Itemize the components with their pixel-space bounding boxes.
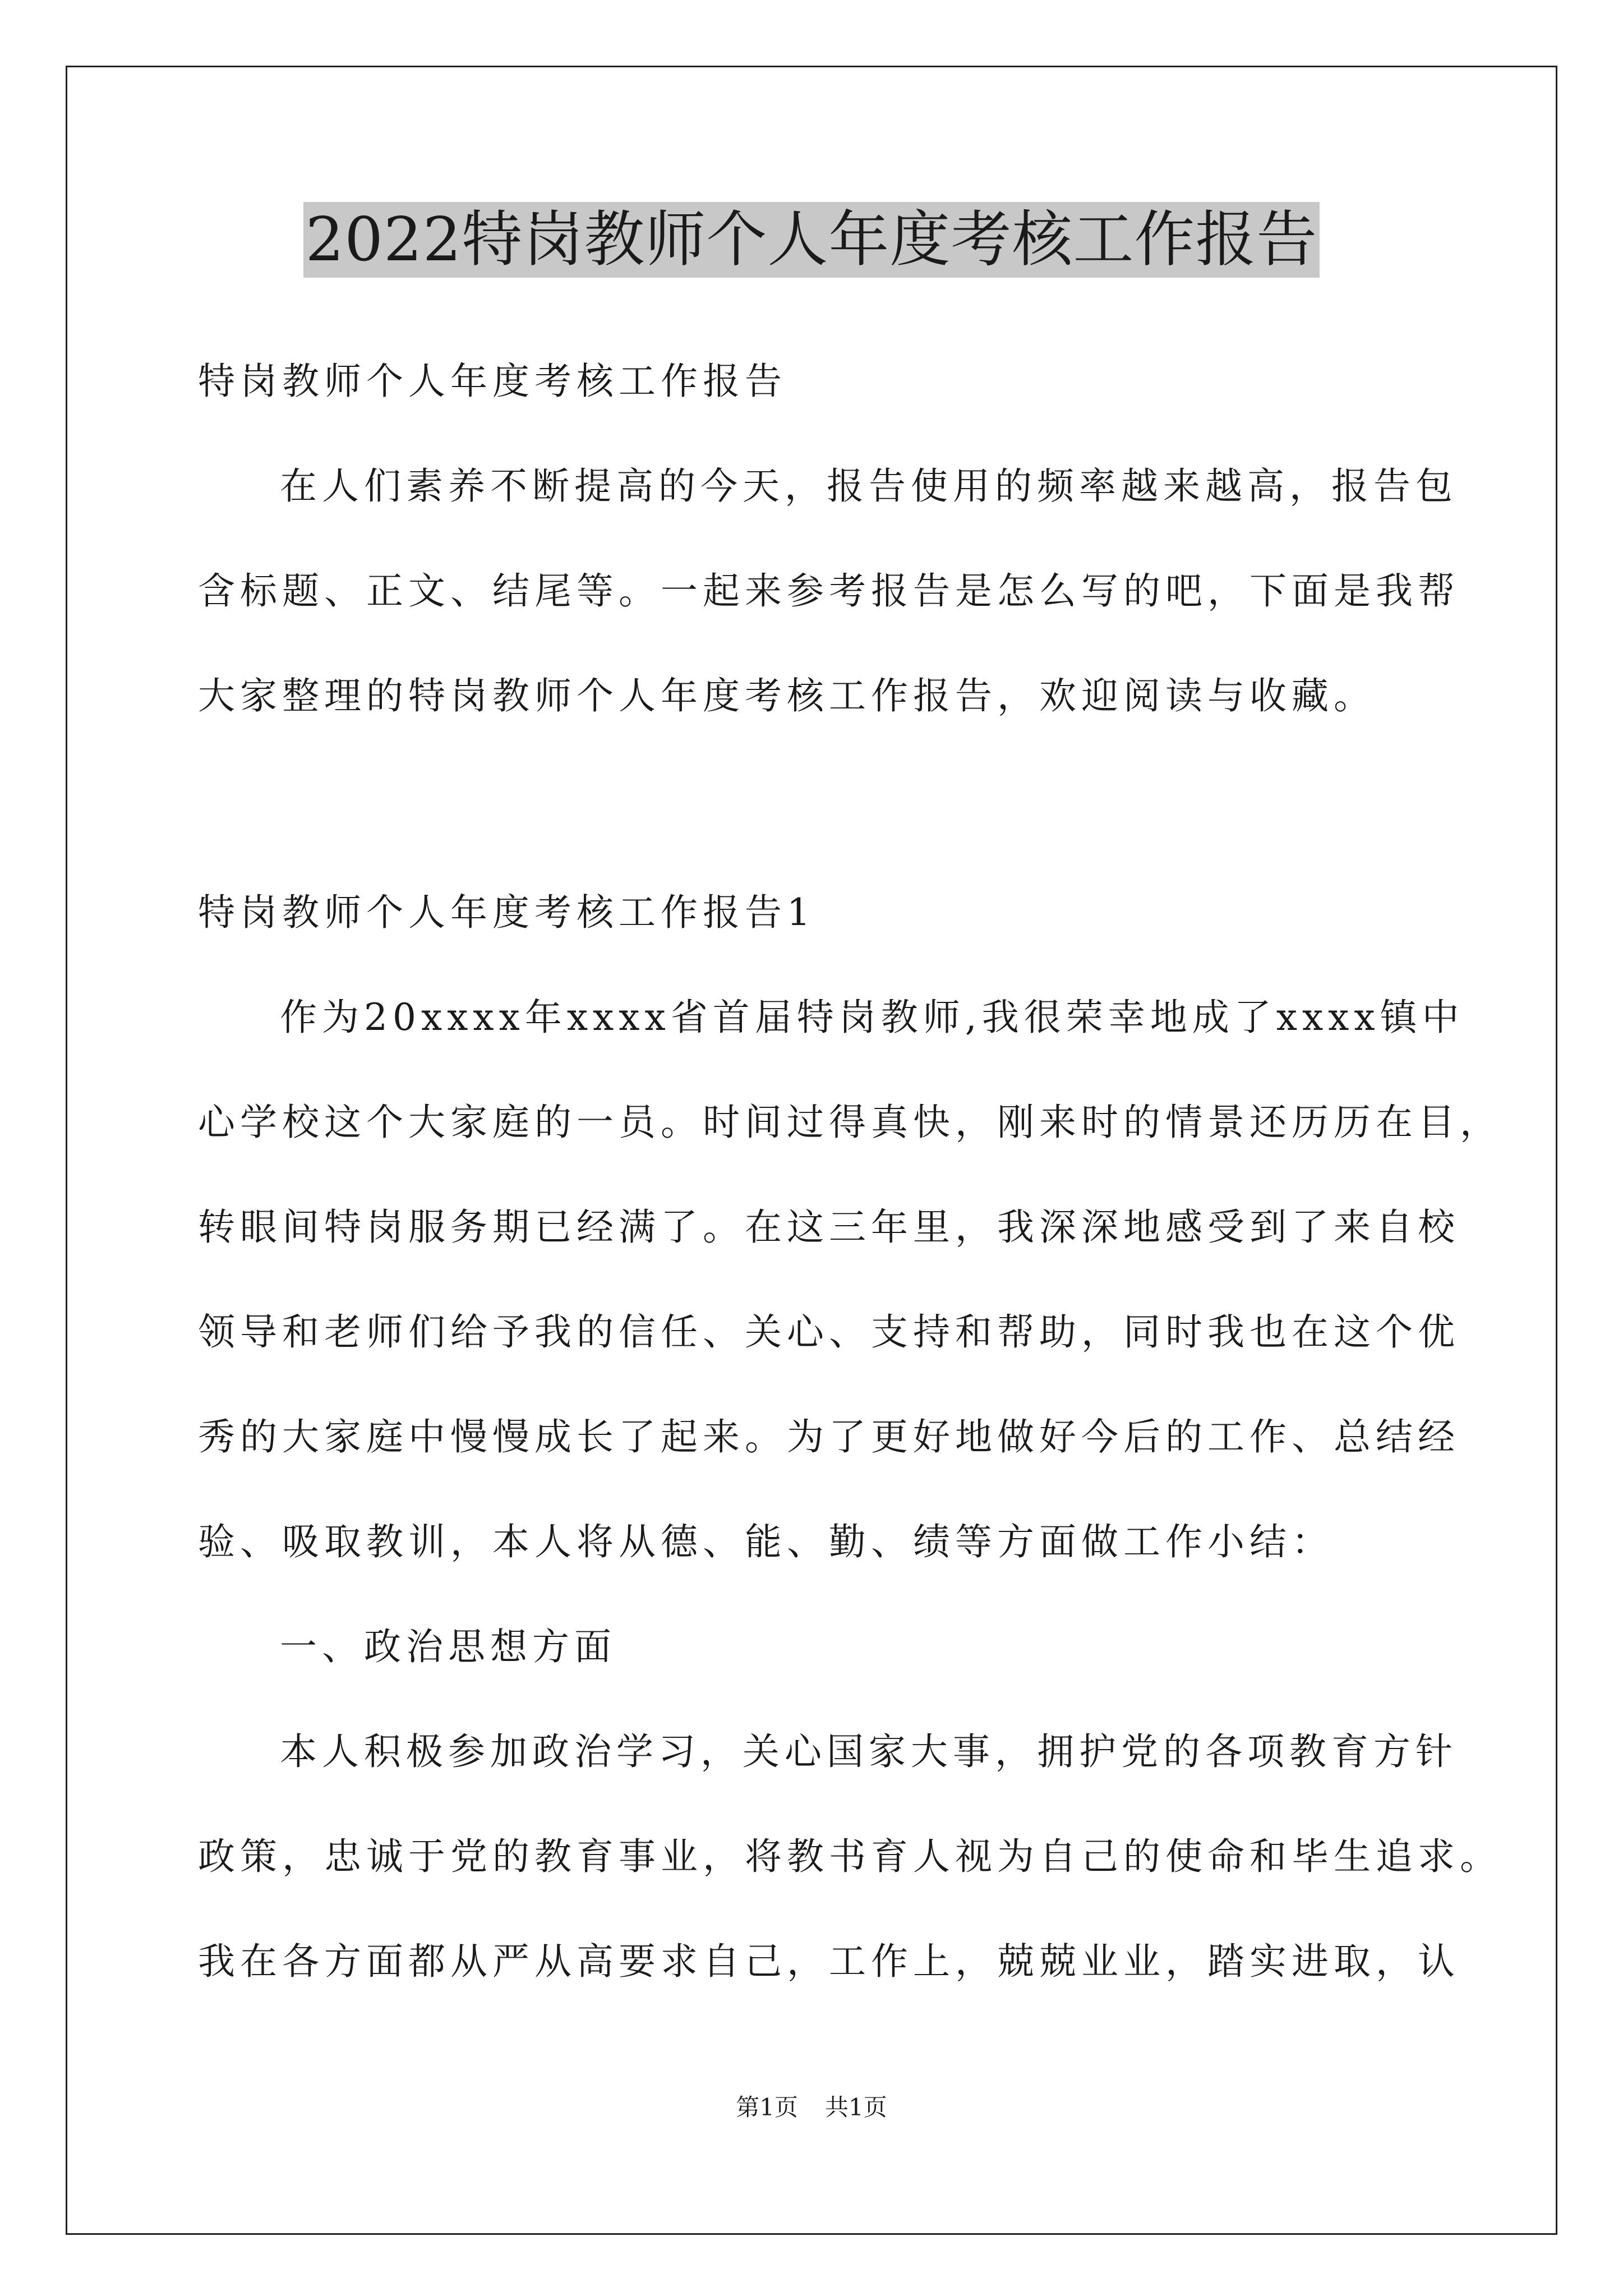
page-total: 共1页 — [825, 2093, 887, 2121]
page-number: 第1页 — [736, 2093, 798, 2121]
body-line: 在人们素养不断提高的今天，报告使用的频率越来越高，报告包 — [280, 464, 1458, 508]
page-footer — [0, 2091, 1623, 2124]
document-title: 2022特岗教师个人年度考核工作报告 — [303, 202, 1320, 278]
body-line: 本人积极参加政治学习，关心国家大事，拥护党的各项教育方针 — [280, 1730, 1458, 1773]
title-block — [0, 202, 1623, 278]
body-line: 心学校这个大家庭的一员。时间过得真快，刚来时的情景还历历在目， — [198, 1101, 1502, 1144]
body-line: 领导和老师们给予我的信任、关心、支持和帮助，同时我也在这个优 — [198, 1310, 1460, 1354]
subsection-heading: 一、政治思想方面 — [280, 1625, 616, 1668]
body-line: 验、吸取教训，本人将从德、能、勤、绩等方面做工作小结： — [198, 1520, 1334, 1563]
body-line: 大家整理的特岗教师个人年度考核工作报告，欢迎阅读与收藏。 — [198, 674, 1376, 717]
subtitle-line: 特岗教师个人年度考核工作报告 — [198, 360, 787, 403]
body-line: 转眼间特岗服务期已经满了。在这三年里，我深深地感受到了来自校 — [198, 1205, 1460, 1249]
section-heading: 特岗教师个人年度考核工作报告1 — [198, 891, 815, 934]
body-line: 作为20xxxx年xxxx省首届特岗教师,我很荣幸地成了xxxx镇中 — [280, 996, 1464, 1039]
body-line: 含标题、正文、结尾等。一起来参考报告是怎么写的吧，下面是我帮 — [198, 569, 1460, 613]
body-line: 政策，忠诚于党的教育事业，将教书育人视为自己的使命和毕生追求。 — [198, 1835, 1502, 1878]
body-line: 秀的大家庭中慢慢成长了起来。为了更好地做好今后的工作、总结经 — [198, 1415, 1460, 1458]
body-line: 我在各方面都从严从高要求自己，工作上，兢兢业业，踏实进取，认 — [198, 1940, 1460, 1983]
